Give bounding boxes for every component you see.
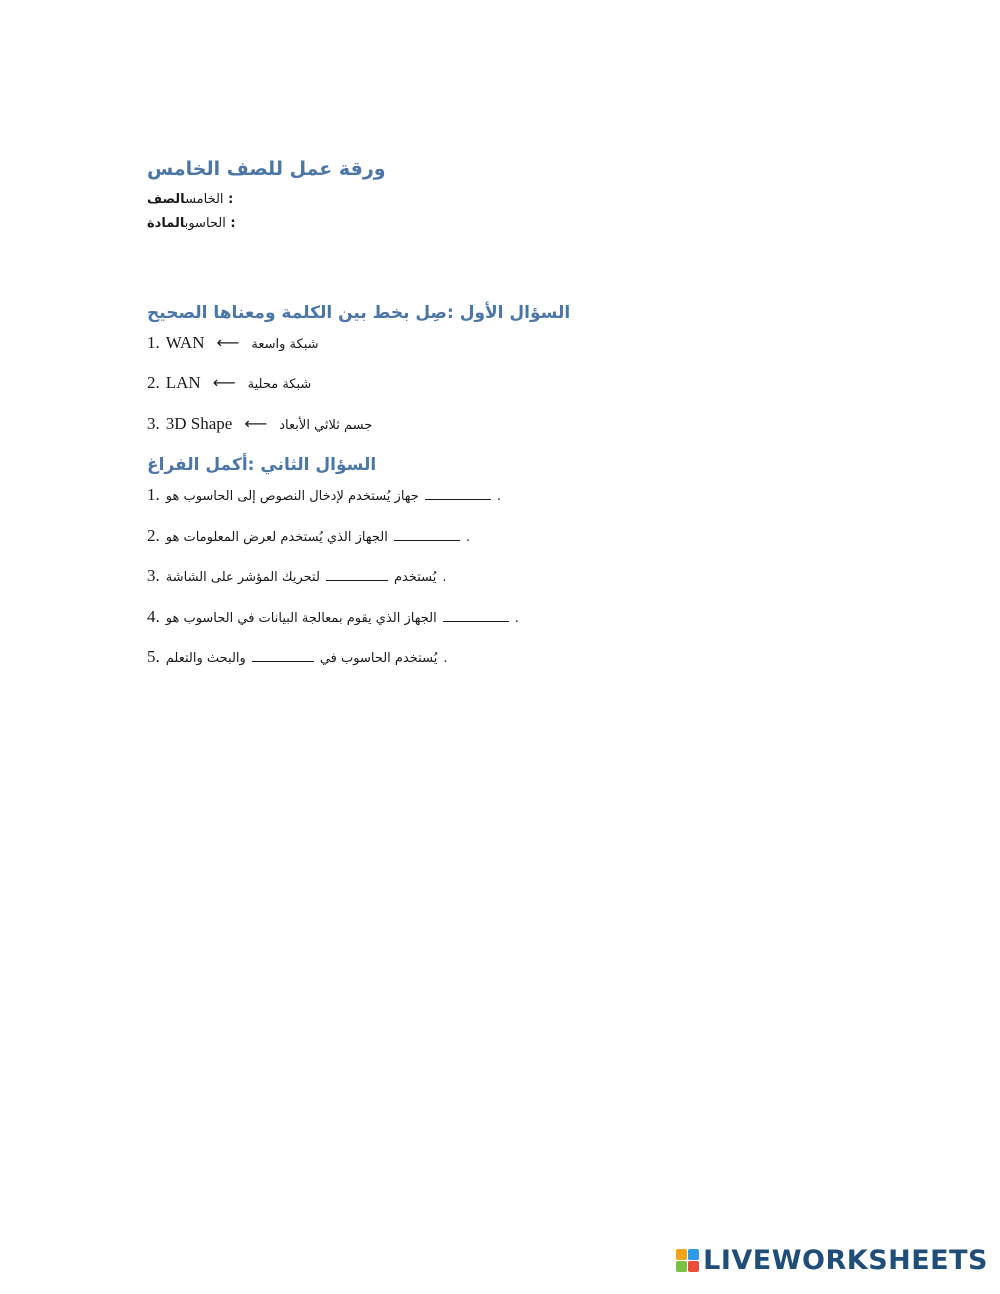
fill-text: جهاز يُستخدم لإدخال النصوص إلى الحاسوب هو xyxy=(165,489,419,504)
liveworksheets-logo[interactable] xyxy=(676,1245,988,1276)
icon-square-l xyxy=(676,1249,687,1260)
brand-name: LIVEWORKSHEETS xyxy=(703,1245,988,1276)
answer-blank[interactable] xyxy=(425,487,491,500)
grade-label: الصف : xyxy=(147,192,234,207)
subject-value: الحاسوب xyxy=(184,216,226,231)
match-item-3 xyxy=(147,414,372,434)
fill-item-1 xyxy=(147,485,501,505)
fill-text: لتحريك المؤشر على الشاشة xyxy=(165,570,320,585)
icon-square-i xyxy=(688,1249,699,1260)
grade-value: الخامس xyxy=(185,192,224,207)
subject-label: المادة : xyxy=(147,216,236,231)
left-arrow-icon: ⟵ xyxy=(216,333,240,352)
period: . xyxy=(442,570,447,585)
left-arrow-icon: ⟵ xyxy=(212,373,236,392)
answer-blank[interactable] xyxy=(252,649,314,662)
answer-blank[interactable] xyxy=(326,568,388,581)
match-term: LAN xyxy=(165,373,201,392)
fill-text: الجهاز الذي يقوم بمعالجة البيانات في الحاسوب هو xyxy=(165,611,437,626)
fill-item-3 xyxy=(147,566,446,586)
period: . xyxy=(514,611,519,626)
fill-text: يُستخدم xyxy=(393,570,437,585)
subject-line xyxy=(147,216,236,231)
item-number: 1. xyxy=(147,485,160,504)
grade-line xyxy=(147,192,233,207)
left-arrow-icon: ⟵ xyxy=(244,414,268,433)
icon-square-e xyxy=(688,1261,699,1272)
fill-item-4 xyxy=(147,607,519,627)
match-term: WAN xyxy=(165,333,205,352)
match-meaning: شبكة محلية xyxy=(247,377,312,392)
icon-square-v xyxy=(676,1261,687,1272)
item-number: 3. xyxy=(147,566,160,585)
question-1-heading: السؤال الأول :صِل بخط بين الكلمة ومعناها الصحيح xyxy=(147,303,571,323)
liveworksheets-icon xyxy=(676,1249,699,1272)
answer-blank[interactable] xyxy=(443,609,509,622)
period: . xyxy=(465,530,470,545)
match-item-1 xyxy=(147,333,319,353)
item-number: 3. xyxy=(147,414,160,433)
item-number: 2. xyxy=(147,373,160,392)
item-number: 4. xyxy=(147,607,160,626)
answer-blank[interactable] xyxy=(394,528,460,541)
fill-text: الجهاز الذي يُستخدم لعرض المعلومات هو xyxy=(165,530,388,545)
fill-item-2 xyxy=(147,526,470,546)
question-2-heading: السؤال الثاني :أكمل الفراغ xyxy=(147,455,377,475)
fill-text: يُستخدم الحاسوب في xyxy=(319,651,438,666)
worksheet-title: ورقة عمل للصف الخامس xyxy=(147,158,386,180)
item-number: 2. xyxy=(147,526,160,545)
fill-item-5 xyxy=(147,647,447,667)
match-meaning: جسم ثلاثي الأبعاد xyxy=(279,418,373,433)
fill-text: والبحث والتعلم xyxy=(165,651,246,666)
match-term: 3D Shape xyxy=(165,414,233,433)
match-item-2 xyxy=(147,373,311,393)
period: . xyxy=(443,651,448,666)
match-meaning: شبكة واسعة xyxy=(251,337,319,352)
item-number: 1. xyxy=(147,333,160,352)
item-number: 5. xyxy=(147,647,160,666)
period: . xyxy=(496,489,501,504)
